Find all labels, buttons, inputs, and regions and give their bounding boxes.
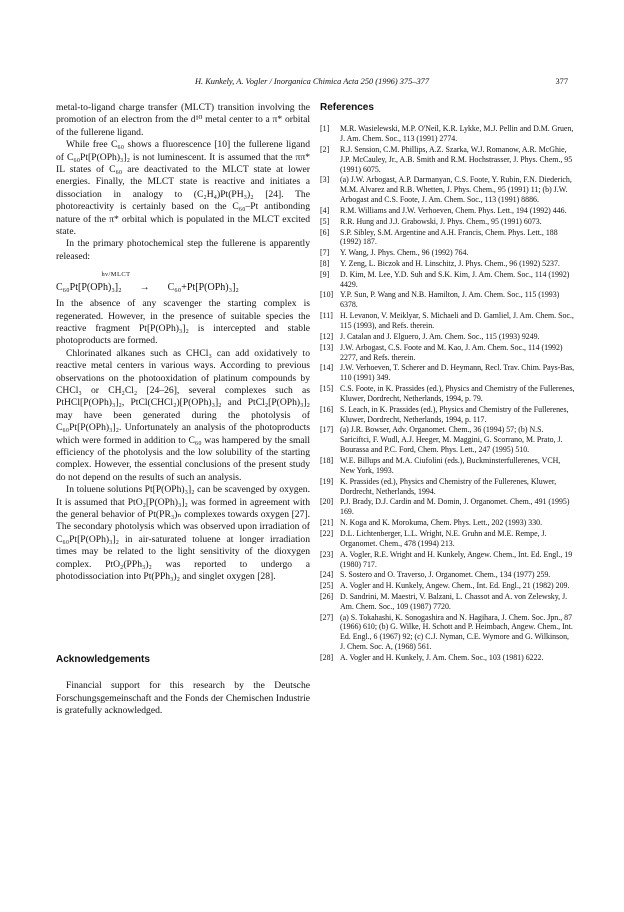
reference-item — [320, 343, 576, 363]
reference-text: C.S. Foote, in K. Prassides (ed.), Physics and Chemistry of the Fullerenes, Kluwer, Dordrecht, Netherlands, 1994, p. 79. — [340, 383, 575, 403]
reference-number: [26] — [320, 591, 334, 601]
reference-text: A. Vogler and H. Kunkely, Angew. Chem., Int. Ed. Engl., 21 (1982) 209. — [340, 581, 570, 591]
reference-item — [320, 613, 576, 653]
page-number: 377 — [555, 77, 568, 86]
reference-item — [320, 529, 576, 549]
reference-item — [320, 456, 576, 476]
reference-text: S. Sostero and O. Traverso, J. Organomet. Chem., 134 (1977) 259. — [340, 570, 551, 580]
left-column — [56, 102, 310, 583]
reference-number: [4] — [320, 206, 330, 216]
reference-text: S.P. Sibley, S.M. Argentine and A.H. Francis, Chem. Phys. Lett., 188 (1992) 187. — [340, 227, 558, 247]
reference-item — [320, 653, 576, 663]
reference-item — [320, 228, 576, 248]
reference-text: (a) J.R. Bowser, Adv. Organomet. Chem., 36 (1994) 57; (b) N.S. Sariciftci, F. Wudl, A.J. Heeger, M. Maggini, G. Scorrano, M. Prato, J. Bourassa and P.C. Ford, Chem. Phys. Lett., 247 (1995) 510. — [340, 425, 563, 455]
reference-item — [320, 497, 576, 517]
reference-text: W.E. Billups and M.A. Ciufolini (eds.), Buckminsterfullerenes, VCH, New York, 1993. — [340, 456, 561, 475]
reference-number: [15] — [320, 383, 334, 393]
reference-item — [320, 332, 576, 342]
reference-text: Y. Zeng, L. Biczok and H. Linschitz, J. Phys. Chem., 96 (1992) 5237. — [340, 258, 560, 268]
reference-text: K. Prassides (ed.), Physics and Chemistry of the Fullerenes, Kluwer, Dordrecht, Netherlands, 1994. — [340, 476, 557, 496]
body-paragraph-6: In toluene solutions Pt[P(OPh)₃]₂ can be scavenged by oxygen. It is assumed that PtO₂[P(OPh)₃]₂ was formed in agreement with the general behavior of Pt(PR₃)ₙ complexes towards oxygen [27]. The secondary photolysis which was observed upon irradiation of C₆₀Pt[P(OPh)₃]₂ in air-saturated toluene at longer irradiation times may be related to the light sensitivity of the dioxygen complex. PtO₂(PPh₃)₂ was reported to undergo a photodissociation into Pt(PPh₃)₂ and singlet oxygen [28]. — [56, 484, 310, 583]
reference-text: (a) S. Tokahashi, K. Sonogashira and N. Hagihara, J. Chem. Soc. Jpn., 87 (1966) 610; (b) G. Wilke, H. Schott and P. Heimbach, Angew. Chem., Int. Ed. Engl., 6 (1967) 92; (c) C.J. Nyman, C.E. Wymore and G. Wilkinson, J. Chem. Soc. A, (1968) 561. — [340, 612, 573, 652]
reference-item — [320, 175, 576, 205]
reference-number: [1] — [320, 124, 330, 133]
reference-text: R.M. Williams and J.W. Verhoeven, Chem. Phys. Lett., 194 (1992) 446. — [340, 206, 567, 216]
reference-number: [8] — [320, 258, 330, 268]
reference-item — [320, 592, 576, 612]
acknowledgements-heading: Acknowledgements — [56, 654, 150, 665]
reference-number: [24] — [320, 570, 334, 580]
reference-text: D. Sandrini, M. Maestri, V. Balzani, L. Chassot and A. von Zelewsky, J. Am. Chem. Soc., 109 (1987) 7720. — [340, 591, 568, 611]
reference-number: [11] — [320, 311, 333, 321]
reference-item — [320, 217, 576, 227]
reference-item — [320, 363, 576, 383]
reference-number: [18] — [320, 456, 334, 466]
reference-number: [9] — [320, 269, 330, 279]
reference-number: [2] — [320, 144, 330, 154]
reference-text: M.R. Wasielewski, M.P. O'Neil, K.R. Lykke, M.J. Pellin and D.M. Gruen, J. Am. Chem. Soc., 113 (1991) 2774. — [340, 124, 574, 143]
reference-item — [320, 581, 576, 591]
reference-number: [10] — [320, 290, 334, 300]
reference-text: Y.P. Sun, P. Wang and N.B. Hamilton, J. Am. Chem. Soc., 115 (1993) 6378. — [340, 290, 560, 310]
reference-item — [320, 290, 576, 310]
reference-item — [320, 248, 576, 258]
reference-number: [22] — [320, 528, 334, 538]
reference-number: [12] — [320, 331, 334, 341]
references-heading: References — [320, 102, 374, 113]
reaction-arrow: → — [139, 281, 150, 293]
reference-item — [320, 124, 576, 144]
reference-text: A. Vogler, R.E. Wright and H. Kunkely, Angew. Chem., Int. Ed. Engl., 19 (1980) 717. — [340, 549, 573, 569]
reference-number: [21] — [320, 518, 334, 528]
reference-text: D.L. Lichtenberger, L.L. Wright, N.E. Gruhn and M.E. Rempe, J. Organomet. Chem., 478 (1994) 213. — [340, 528, 547, 548]
reference-item — [320, 259, 576, 269]
reference-item — [320, 311, 576, 331]
reference-item — [320, 384, 576, 404]
reference-text: Y. Wang, J. Phys. Chem., 96 (1992) 764. — [340, 248, 469, 258]
body-paragraph-3: In the primary photochemical step the fullerene is apparently released: — [56, 238, 310, 262]
reference-item — [320, 518, 576, 528]
reference-number: [5] — [320, 216, 330, 226]
acknowledgements-text: Financial support for this research by the Deutsche Forschungsgemeinschaft and the Fonds der Chemischen Industrie is gratefully acknowledged. — [56, 680, 310, 717]
equation-products: C₆₀+Pt[P(OPh)₃]₂ — [167, 281, 239, 293]
reference-item — [320, 270, 576, 290]
reference-text: J.W. Arbogast, C.S. Foote and M. Kao, J. Am. Chem. Soc., 114 (1992) 2277, and Refs. therein. — [340, 342, 563, 362]
reference-number: [13] — [320, 342, 334, 352]
body-paragraph-5: Chlorinated alkanes such as CHCl₃ can add oxidatively to reactive metal centers in various ways. According to previous observations on the photooxidation of platinum compounds by CHCl₃ or CH₂Cl₂ [24–26], several complexes such as PtHCl[P(OPh)₃]₂, PtCl(CHCl₂)[P(OPh)₃]₂ and PtCl₂[P(OPh)₃]₂ may have been generated during the photolysis of C₆₀Pt[P(OPh)₃]₂. Unfortunately an analysis of the photoproducts which were formed in addition to C₆₀ was hampered by the small efficiency of the photolysis and the low solubility of the starting complex. However, the essential conclusions of the present study do not depend on the results of such an analysis. — [56, 347, 310, 483]
reference-number: [23] — [320, 549, 334, 559]
body-paragraph-4: In the absence of any scavenger the starting complex is regenerated. However, in the presence of suitable species the reactive fragment Pt[P(OPh)₃]₂ is intercepted and stable photoproducts are formed. — [56, 298, 310, 347]
reference-number: [27] — [320, 612, 334, 622]
reference-number: [19] — [320, 476, 334, 486]
reference-text: R.J. Sension, C.M. Phillips, A.Z. Szarka, W.J. Romanow, A.R. McGhie, J.P. McCauley, Jr., A.B. Smith and R.M. Hochstrasser, J. Phys. Chem., 95 (1991) 6075. — [340, 144, 573, 174]
reference-number: [16] — [320, 404, 334, 414]
reference-item — [320, 206, 576, 216]
reference-text: D. Kim, M. Lee, Y.D. Suh and S.K. Kim, J. Am. Chem. Soc., 114 (1992) 4429. — [340, 269, 570, 289]
body-paragraph-2: While free C₆₀ shows a fluorescence [10] the fullerene ligand of C₆₀Pt[P(OPh)₃]₂ is not luminescent. It is assumed that the ππ* IL states of C₆₀ are deactivated to the MLCT state at lower energies. Finally, the MLCT state is reactive and initiates a dissociation in analogy to (C₂H₄)Pt(PH₃)₂ [24]. The photoreactivity is certainly based on the C₆₀–Pt antibonding nature of the π* orbital which is populated in the MLCT excited state. — [56, 139, 310, 238]
reference-text: J. Catalan and J. Elguero, J. Am. Chem. Soc., 115 (1993) 9249. — [340, 331, 540, 341]
reference-text: J.W. Verhoeven, T. Scherer and D. Heymann, Recl. Trav. Chim. Pays-Bas, 110 (1991) 349. — [340, 363, 575, 383]
reference-number: [20] — [320, 497, 334, 507]
equation-reactant: C₆₀Pt[P(OPh)₃]₂ — [56, 281, 122, 293]
reference-text: P.J. Brady, D.J. Cardin and M. Domin, J. Organomet. Chem., 491 (1995) 169. — [340, 497, 570, 517]
right-column — [320, 102, 576, 664]
reference-item — [320, 550, 576, 570]
reference-number: [14] — [320, 363, 334, 373]
reference-item — [320, 405, 576, 425]
reference-item — [320, 570, 576, 580]
equation-label: hν/MLCT — [101, 271, 131, 279]
running-title: H. Kunkely, A. Vogler / Inorganica Chimica Acta 250 (1996) 375–377 — [194, 77, 430, 86]
reaction-equation — [56, 282, 310, 294]
reference-number: [17] — [320, 425, 334, 435]
reference-item — [320, 145, 576, 175]
reference-number: [25] — [320, 581, 334, 591]
reference-text: A. Vogler and H. Kunkely, J. Am. Chem. Soc., 103 (1981) 6222. — [340, 653, 544, 663]
reference-text: N. Koga and K. Morokuma, Chem. Phys. Lett., 202 (1993) 330. — [340, 518, 543, 528]
body-paragraph-1: metal-to-ligand charge transfer (MLCT) transition involving the promotion of an electron from the d¹⁰ metal center to a π* orbital of the fullerene ligand. — [56, 102, 310, 138]
reference-number: [6] — [320, 227, 330, 237]
reference-item — [320, 425, 576, 455]
reference-text: (a) J.W. Arbogast, A.P. Darmanyan, C.S. Foote, Y. Rubin, F.N. Diederich, M.M. Alvarez and R.B. Whetten, J. Phys. Chem., 95 (1991) 11; (b) J.W. Arbogast and C.S. Foote, J. Am. Chem. Soc., 113 (1991) 8886. — [340, 175, 572, 205]
reference-text: S. Leach, in K. Prassides (ed.), Physics and Chemistry of the Fullerenes, Kluwer, Dordrecht, Netherlands, 1994, p. 117. — [340, 404, 569, 424]
reference-number: [3] — [320, 175, 330, 185]
reference-list — [320, 124, 576, 663]
reference-item — [320, 477, 576, 497]
reference-number: [7] — [320, 248, 330, 258]
reference-text: R.R. Hung and J.J. Grabowski, J. Phys. Chem., 95 (1991) 6073. — [340, 216, 542, 226]
reference-text: H. Levanon, V. Meiklyar, S. Michaeli and D. Gamliel, J. Am. Chem. Soc., 115 (1993), and Refs. therein. — [340, 311, 574, 331]
reference-number: [28] — [320, 653, 334, 663]
